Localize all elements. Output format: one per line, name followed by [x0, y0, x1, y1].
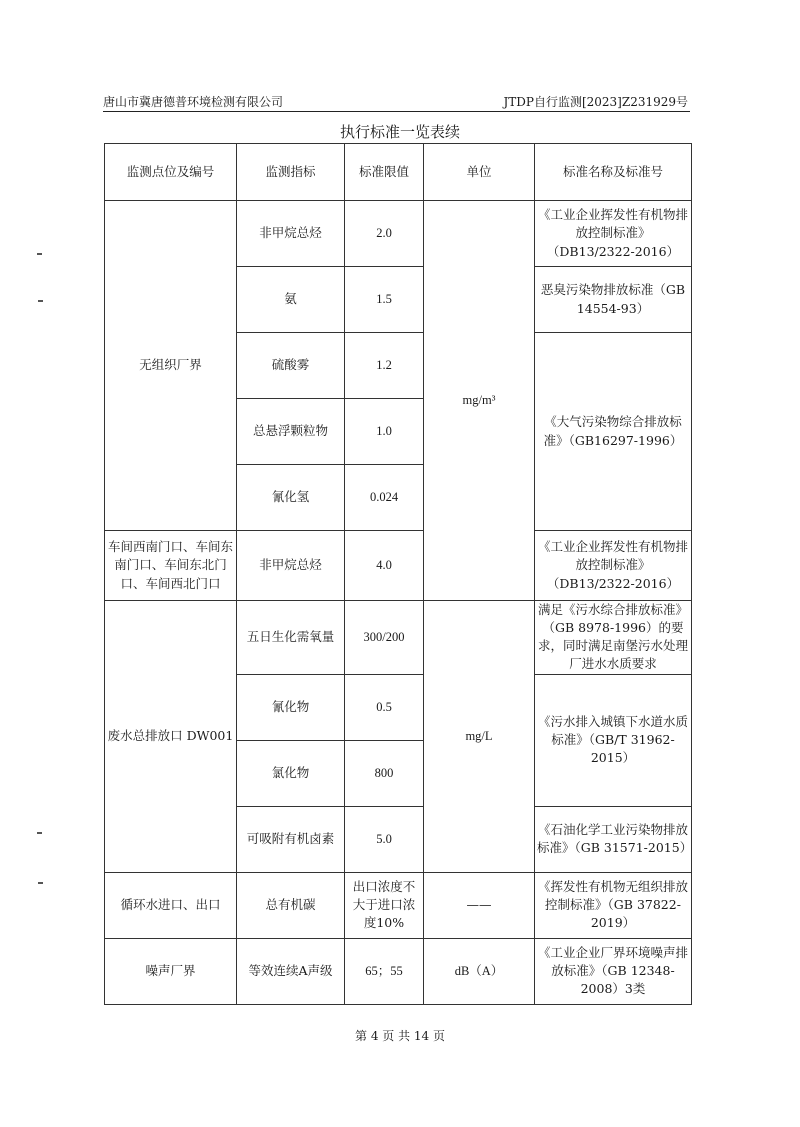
scan-speck [37, 253, 42, 255]
limit-cell: 0.5 [345, 674, 424, 740]
scan-speck [37, 832, 42, 834]
limit-cell: 4.0 [345, 531, 424, 601]
standard-cell: 《工业企业挥发性有机物排放控制标准》（DB13/2322-2016） [535, 531, 692, 601]
column-header: 标准名称及标准号 [535, 144, 692, 201]
column-header: 标准限值 [345, 144, 424, 201]
scan-speck [38, 882, 43, 884]
column-header: 监测点位及编号 [105, 144, 237, 201]
monitoring-point-cell: 噪声厂界 [105, 938, 237, 1004]
limit-cell: 1.0 [345, 399, 424, 465]
indicator-cell: 总悬浮颗粒物 [237, 399, 345, 465]
standard-cell: 《污水排入城镇下水道水质标准》（GB/T 31962-2015） [535, 674, 692, 806]
unit-cell: dB（A） [424, 938, 535, 1004]
indicator-cell: 非甲烷总烃 [237, 531, 345, 601]
limit-cell: 300/200 [345, 601, 424, 675]
indicator-cell: 总有机碳 [237, 872, 345, 938]
limit-cell: 1.5 [345, 267, 424, 333]
page-number: 第 4 页 共 14 页 [355, 1029, 445, 1043]
standard-cell: 《工业企业厂界环境噪声排放标准》（GB 12348-2008）3类 [535, 938, 692, 1004]
standard-cell: 《石油化学工业污染物排放标准》（GB 31571-2015） [535, 806, 692, 872]
indicator-cell: 等效连续A声级 [237, 938, 345, 1004]
standard-cell: 《工业企业挥发性有机物排放控制标准》（DB13/2322-2016） [535, 201, 692, 267]
standards-table [104, 143, 692, 1005]
unit-cell: mg/L [424, 601, 535, 873]
standard-cell: 恶臭污染物排放标准（GB 14554-93） [535, 267, 692, 333]
header-divider [103, 111, 690, 112]
table-row [105, 938, 692, 1004]
indicator-cell: 氰化物 [237, 674, 345, 740]
monitoring-point-cell: 废水总排放口 DW001 [105, 601, 237, 873]
limit-cell: 出口浓度不大于进口浓度10% [345, 872, 424, 938]
column-header: 单位 [424, 144, 535, 201]
indicator-cell: 五日生化需氧量 [237, 601, 345, 675]
limit-cell: 5.0 [345, 806, 424, 872]
limit-cell: 65；55 [345, 938, 424, 1004]
table-row [105, 201, 692, 267]
limit-cell: 800 [345, 740, 424, 806]
table-row [105, 531, 692, 601]
unit-cell: —— [424, 872, 535, 938]
monitoring-point-cell: 车间西南门口、车间东南门口、车间东北门口、车间西北门口 [105, 531, 237, 601]
indicator-cell: 非甲烷总烃 [237, 201, 345, 267]
indicator-cell: 氯化物 [237, 740, 345, 806]
table-row [105, 872, 692, 938]
company-name: 唐山市冀唐德普环境检测有限公司 [103, 95, 284, 109]
limit-cell: 2.0 [345, 201, 424, 267]
standard-cell: 《挥发性有机物无组织排放控制标准》（GB 37822-2019） [535, 872, 692, 938]
limit-cell: 0.024 [345, 465, 424, 531]
standard-cell: 《大气污染物综合排放标准》（GB16297-1996） [535, 333, 692, 531]
indicator-cell: 可吸附有机卤素 [237, 806, 345, 872]
monitoring-point-cell: 无组织厂界 [105, 201, 237, 531]
table-row [105, 601, 692, 675]
monitoring-point-cell: 循环水进口、出口 [105, 872, 237, 938]
indicator-cell: 氰化氢 [237, 465, 345, 531]
indicator-cell: 氨 [237, 267, 345, 333]
column-header: 监测指标 [237, 144, 345, 201]
unit-cell: mg/m³ [424, 201, 535, 601]
page-title: 执行标准一览表续 [339, 123, 460, 141]
table-header-row [105, 144, 692, 201]
indicator-cell: 硫酸雾 [237, 333, 345, 399]
limit-cell: 1.2 [345, 333, 424, 399]
report-number: JTDP自行监测[2023]Z231929号 [503, 95, 688, 109]
standard-cell: 满足《污水综合排放标准》（GB 8978-1996）的要求，同时满足南堡污水处理厂进水水质要求 [535, 601, 692, 675]
scan-speck [38, 300, 43, 302]
